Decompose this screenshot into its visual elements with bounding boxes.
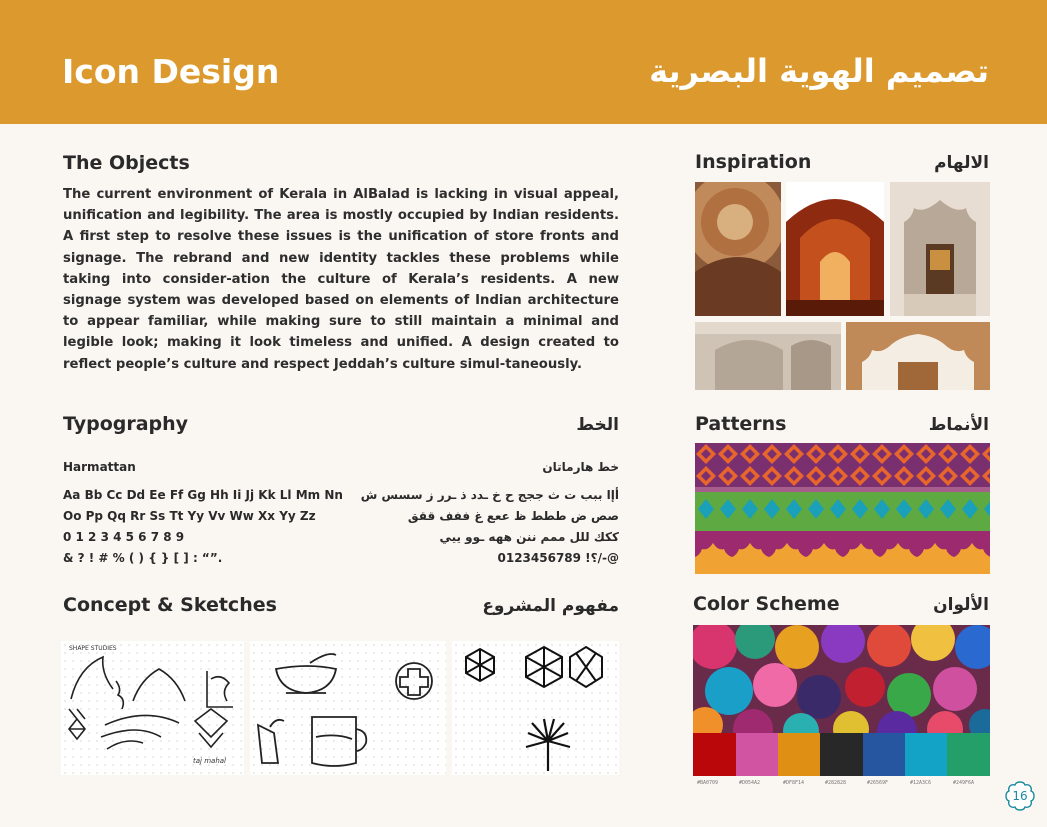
swatch-4 bbox=[820, 733, 863, 776]
shape-studies-drawing bbox=[61, 641, 244, 775]
swatch-label: #282828 bbox=[825, 780, 847, 786]
inspiration-title-ar: الالهام bbox=[934, 153, 989, 173]
swatch-3 bbox=[778, 733, 820, 776]
swatch-1 bbox=[693, 733, 736, 776]
swatch-2 bbox=[736, 733, 778, 776]
patterns-title-ar: الأنماط bbox=[928, 415, 989, 435]
arabic-line: صص ض ططط ظ ععع غ ففف ققق bbox=[407, 509, 619, 523]
page-number: 16 bbox=[1012, 789, 1028, 803]
typography-title-ar: الخط bbox=[576, 415, 619, 435]
inspiration-photo-scalloped-arch bbox=[846, 322, 990, 390]
swatch-label: #BA0709 bbox=[697, 780, 719, 786]
arabic-line: 0123456789 !؟/-@ bbox=[497, 551, 619, 565]
inspiration-title: Inspiration bbox=[695, 151, 812, 173]
swatch-label: #D054A2 bbox=[739, 780, 761, 786]
swatch-label: #26569F bbox=[867, 780, 889, 786]
objects-body: The current environment of Kerala in AlBalad is lacking in visual appeal, unification and legibility. The area is mostly occupied by Indian residents. A first step to resolve these issues is the unification of store fronts and signage. The rebrand and new identity tackles these problems while taking into consider-ation the culture of Kerala’s residents. A new signage system was developed based on elements of Indian architecture to appear familiar, while making sure to still maintain a minimal and legible look; making it look timeless and unified. A design created to reflect people’s culture and respect Jeddah’s culture simul-taneously. bbox=[63, 187, 619, 372]
concept-title: Concept & Sketches bbox=[63, 594, 277, 616]
page-number-badge bbox=[1003, 780, 1037, 814]
inspiration-photo-red-arch bbox=[786, 182, 884, 316]
swatch-label: #DF8F14 bbox=[783, 780, 805, 786]
sketch-note: SHAPE STUDIES bbox=[69, 645, 117, 652]
patterns-title: Patterns bbox=[695, 413, 787, 435]
sketch-icons bbox=[452, 641, 619, 775]
latin-line: 0 1 2 3 4 5 6 7 8 9 bbox=[63, 530, 185, 544]
typography-font-name: Harmattan bbox=[63, 460, 136, 474]
inspiration-photo-white-arch bbox=[890, 182, 990, 316]
page-title-en: Icon Design bbox=[62, 52, 280, 91]
color-scheme-umbrellas-photo bbox=[693, 625, 990, 733]
sketch-note: taj mahal bbox=[193, 757, 226, 765]
objects-title: The Objects bbox=[63, 152, 190, 174]
objects-drawing bbox=[250, 641, 446, 775]
typography-arabic-specimen bbox=[339, 485, 619, 569]
swatch-5 bbox=[863, 733, 905, 776]
latin-line: Oo Pp Qq Rr Ss Tt Yy Vv Ww Xx Yy Zz bbox=[63, 509, 316, 523]
typography-title: Typography bbox=[63, 413, 189, 435]
swatch-7 bbox=[947, 733, 990, 776]
latin-line: Aa Bb Cc Dd Ee Ff Gg Hh Ii Jj Kk Ll Mm Nn bbox=[63, 488, 343, 502]
color-scheme-title-ar: الألوان bbox=[933, 595, 989, 615]
color-scheme-title: Color Scheme bbox=[693, 593, 840, 615]
swatch-label: #249F6A bbox=[953, 780, 975, 786]
typography-latin-specimen bbox=[63, 485, 353, 569]
sketch-objects bbox=[250, 641, 446, 775]
pattern-green-teal bbox=[695, 487, 990, 531]
arabic-line: أإا ببب ت ث ججج ح خ ـدد ذ ـرر ز سسس ش bbox=[360, 488, 619, 502]
header-bar bbox=[0, 0, 1047, 124]
sketch-shape-studies bbox=[61, 641, 244, 775]
typography-font-name-ar: خط هارماتان bbox=[542, 460, 619, 474]
concept-title-ar: مفهوم المشروع bbox=[482, 596, 619, 616]
icons-drawing bbox=[452, 641, 619, 775]
arabic-line: ككك للل ممم ننن ههه ـوو ييي bbox=[439, 530, 619, 544]
pattern-orange-purple bbox=[695, 443, 990, 487]
inspiration-photo-carved-wall bbox=[695, 322, 841, 390]
swatch-6 bbox=[905, 733, 947, 776]
inspiration-photo-dome bbox=[695, 182, 781, 316]
page-title-ar: تصميم الهوية البصرية bbox=[649, 52, 989, 90]
pattern-scallop-arches bbox=[695, 531, 990, 574]
swatch-label: #12A3C6 bbox=[910, 780, 932, 786]
latin-line: & ? ! # % ( ) { } [ ] : “”. bbox=[63, 551, 223, 565]
